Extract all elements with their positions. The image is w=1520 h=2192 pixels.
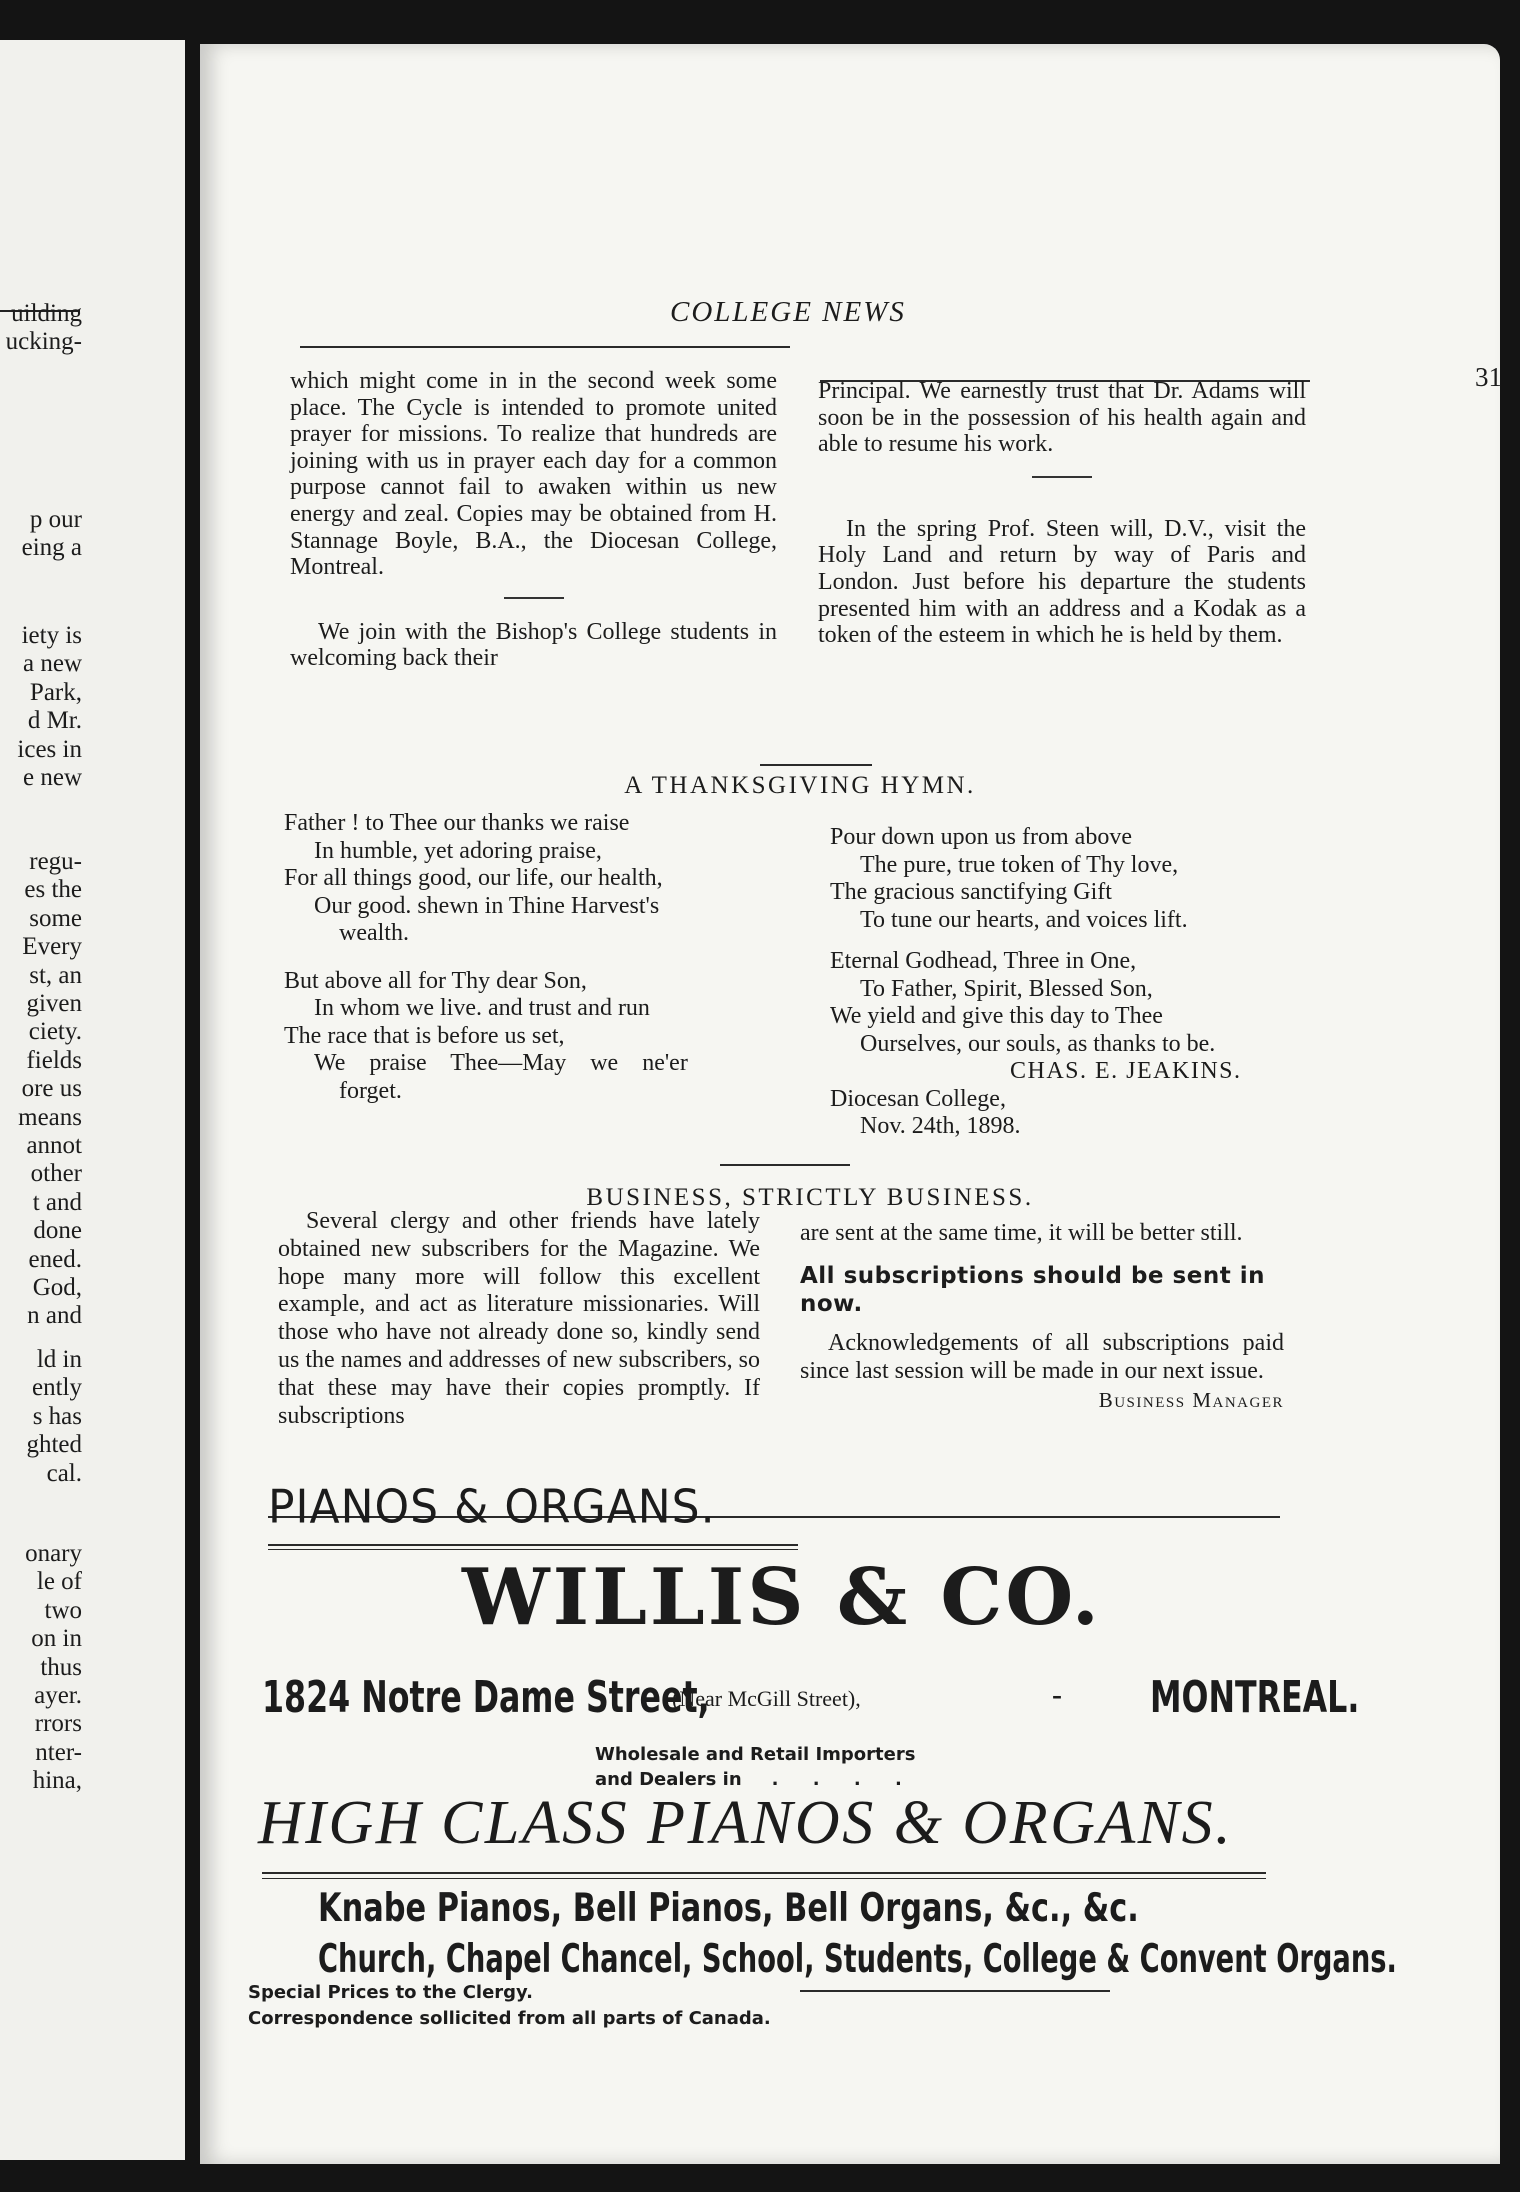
running-title: COLLEGE NEWS	[670, 296, 906, 328]
facing-page-fragment: t and	[32, 1188, 82, 1216]
facing-page-fragment: eing a	[21, 534, 82, 562]
facing-page-fragment: p our	[29, 506, 82, 533]
facing-page-fragment: other	[30, 1160, 82, 1188]
ad-specialty: HIGH CLASS PIANOS & ORGANS.	[258, 1789, 1234, 1857]
facing-page-fragment: cal.	[46, 1459, 82, 1487]
ad-products-line: Church, Chapel Chancel, School, Students, College & Convent Organs.	[318, 1937, 1397, 1982]
ad-near: (Near McGill Street),	[672, 1686, 861, 1711]
hymn-line: In humble, yet adoring praise,	[314, 837, 602, 864]
facing-page-fragment: ently	[32, 1374, 82, 1402]
ad-note: Correspondence sollicited from all parts of Canada.	[248, 2008, 771, 2029]
hymn-date: Nov. 24th, 1898.	[860, 1113, 1021, 1139]
news-paragraph-steen: In the spring Prof. Steen will, D.V., visit the Holy Land and return by way of Paris and London. Just before his departure the students presented him with an address and a Kodak as a token of the esteem in which he is held by them.	[818, 515, 1306, 649]
facing-page-fragment: Park,	[29, 678, 82, 706]
news-right-column	[818, 378, 1306, 649]
facing-page-fragment: ayer.	[34, 1682, 82, 1709]
hymn-line: To Father, Spirit, Blessed Son,	[860, 975, 1153, 1002]
hymn-line: Ourselves, our souls, as thanks to be.	[860, 1030, 1216, 1057]
facing-page-fragment: rrors	[34, 1710, 82, 1738]
facing-page-fragment: le of	[36, 1568, 82, 1596]
facing-page-fragment: God,	[32, 1274, 82, 1301]
facing-page-fragment: iety is	[21, 622, 82, 649]
facing-page-fragment: uilding	[11, 300, 82, 327]
facing-page-fragment: fields	[26, 1046, 82, 1074]
ad-heading-rule	[268, 1549, 798, 1550]
facing-page-fragment: given	[26, 990, 82, 1017]
hymn-line: We yield and give this day to Thee	[830, 1003, 1163, 1029]
ad-heading-rule	[268, 1544, 798, 1546]
ad-products	[318, 1886, 1397, 1982]
business-signature: Business Manager	[1098, 1388, 1284, 1413]
facing-page-fragment: onary	[25, 1540, 82, 1567]
facing-page-fragment: ices in	[17, 735, 82, 763]
facing-page-fragment: nter-	[35, 1738, 82, 1766]
ad-specialty-rule	[262, 1872, 1266, 1874]
facing-page-fragment: two	[44, 1596, 82, 1624]
facing-page-strip	[0, 40, 185, 2160]
ad-city: MONTREAL.	[1150, 1672, 1360, 1723]
hymn-top-rule	[760, 764, 872, 766]
page-number: 31	[1475, 362, 1502, 392]
ad-company-name: WILLIS & CO.	[462, 1552, 1102, 1643]
facing-page-fragment: d Mr.	[27, 707, 82, 735]
facing-page-fragment: e new	[23, 764, 82, 791]
business-top-rule	[720, 1164, 850, 1166]
ad-notes-rule	[800, 1990, 1110, 1992]
business-left-column	[278, 1208, 760, 1430]
hymn-place: Diocesan College,	[830, 1085, 1006, 1112]
facing-page-fragment: ore us	[21, 1075, 82, 1103]
facing-page-text	[0, 40, 82, 2160]
news-left-column	[290, 368, 777, 672]
ad-importers-line: Wholesale and Retail Importers	[595, 1744, 916, 1765]
hymn-line: Father ! to Thee our thanks we raise	[284, 810, 630, 836]
ad-specialty-rule	[262, 1878, 1266, 1879]
business-paragraph-timing: are sent at the same time, it will be better still.	[800, 1220, 1243, 1246]
facing-page-fragment: done	[33, 1217, 82, 1245]
facing-page-fragment: annot	[26, 1132, 82, 1159]
hymn-line: In whom we live. and trust and run	[314, 995, 650, 1021]
hymn-line: We praise Thee—May we ne'er	[314, 1050, 688, 1076]
subscriptions-notice: All subscriptions should be sent in now.	[800, 1262, 1265, 1317]
business-title: BUSINESS, STRICTLY BUSINESS.	[586, 1184, 1034, 1211]
facing-page-fragment: a new	[23, 650, 82, 678]
facing-page-fragment: s has	[32, 1402, 82, 1430]
hymn-line: Eternal Godhead, Three in One,	[830, 948, 1137, 974]
facing-page-fragment: n and	[27, 1302, 82, 1330]
ad-heading: PIANOS & ORGANS.	[268, 1480, 716, 1535]
hymn-line: wealth.	[339, 920, 409, 946]
hymn-right-column	[830, 824, 1242, 1141]
header-rule-left	[300, 346, 790, 348]
facing-page-fragment: regu-	[29, 848, 82, 875]
hymn-line: Our good. shewn in Thine Harvest's	[314, 892, 660, 919]
hymn-line: To tune our hearts, and voices lift.	[860, 906, 1188, 933]
hymn-line: But above all for Thy dear Son,	[284, 967, 587, 994]
news-paragraph-cycle: which might come in in the second week some place. The Cycle is intended to promote united prayer for missions. To realize that hundreds are joining with us in prayer each day for a common purpose cannot fail to awaken within us new energy and zeal. Copies may be obtained from H. Stannage Boyle, B.A., the Diocesan College, Montreal.	[290, 368, 777, 581]
ad-products-line: Knabe Pianos, Bell Pianos, Bell Organs, &c., &c.	[318, 1886, 1139, 1931]
facing-page-fragment: thus	[40, 1653, 82, 1681]
hymn-line: The gracious sanctifying Gift	[830, 879, 1112, 905]
ad-street: 1824 Notre Dame Street,	[262, 1672, 710, 1723]
facing-page-fragment: ened.	[28, 1245, 82, 1273]
section-divider	[504, 597, 564, 599]
facing-page-fragment: some	[29, 904, 82, 932]
facing-page-fragment: es the	[24, 876, 82, 904]
facing-page-fragment: ciety.	[28, 1018, 82, 1046]
section-divider	[1032, 476, 1092, 478]
facing-page-fragment: st, an	[29, 961, 82, 989]
facing-page-fragment: Every	[22, 933, 82, 961]
ad-dots: . . . .	[771, 1769, 916, 1790]
hymn-left-column	[284, 810, 688, 1105]
hymn-line: The pure, true token of Thy love,	[860, 851, 1179, 878]
ad-note: Special Prices to the Clergy.	[248, 1982, 533, 2003]
business-right-column	[800, 1220, 1284, 1415]
ad-importers	[595, 1742, 916, 1792]
hymn-line: Pour down upon us from above	[830, 824, 1132, 850]
news-paragraph-principal: Principal. We earnestly trust that Dr. Adams will soon be in the possession of his health again and able to resume his work.	[818, 378, 1306, 458]
ad-address-line	[262, 1672, 1360, 1724]
facing-page-fragment: ucking-	[5, 328, 82, 356]
facing-page-fragment: ghted	[26, 1431, 82, 1459]
hymn-line: For all things good, our life, our health,	[284, 865, 663, 891]
facing-page-fragment: means	[18, 1103, 82, 1131]
hymn-line: forget.	[339, 1077, 402, 1104]
ad-dash: -	[1052, 1678, 1062, 1711]
ad-importers-line: and Dealers in	[595, 1769, 742, 1790]
hymn-author: CHAS. E. JEAKINS.	[1010, 1058, 1242, 1084]
news-paragraph-welcome: We join with the Bishop's College students in welcoming back their	[290, 618, 777, 672]
facing-page-fragment: on in	[31, 1625, 82, 1653]
hymn-title: A THANKSGIVING HYMN.	[624, 772, 976, 799]
business-paragraph-subscribers: Several clergy and other friends have lately obtained new subscribers for the Magazine. We hope many more will follow this excellent example, and act as literature missionaries. Will those who have not already done so, kindly send us the names and addresses of new subscribers, so that these may have their copies promptly. If subscriptions	[278, 1208, 760, 1429]
facing-page-fragment: hina,	[32, 1767, 82, 1795]
hymn-line: The race that is before us set,	[284, 1022, 565, 1049]
business-paragraph-acknowledgements: Acknowledgements of all subscriptions paid since last session will be made in our next issue.	[800, 1329, 1284, 1384]
facing-page-fragment: ld in	[36, 1346, 82, 1373]
ad-notes	[248, 1980, 771, 2032]
magazine-page	[200, 44, 1500, 2164]
